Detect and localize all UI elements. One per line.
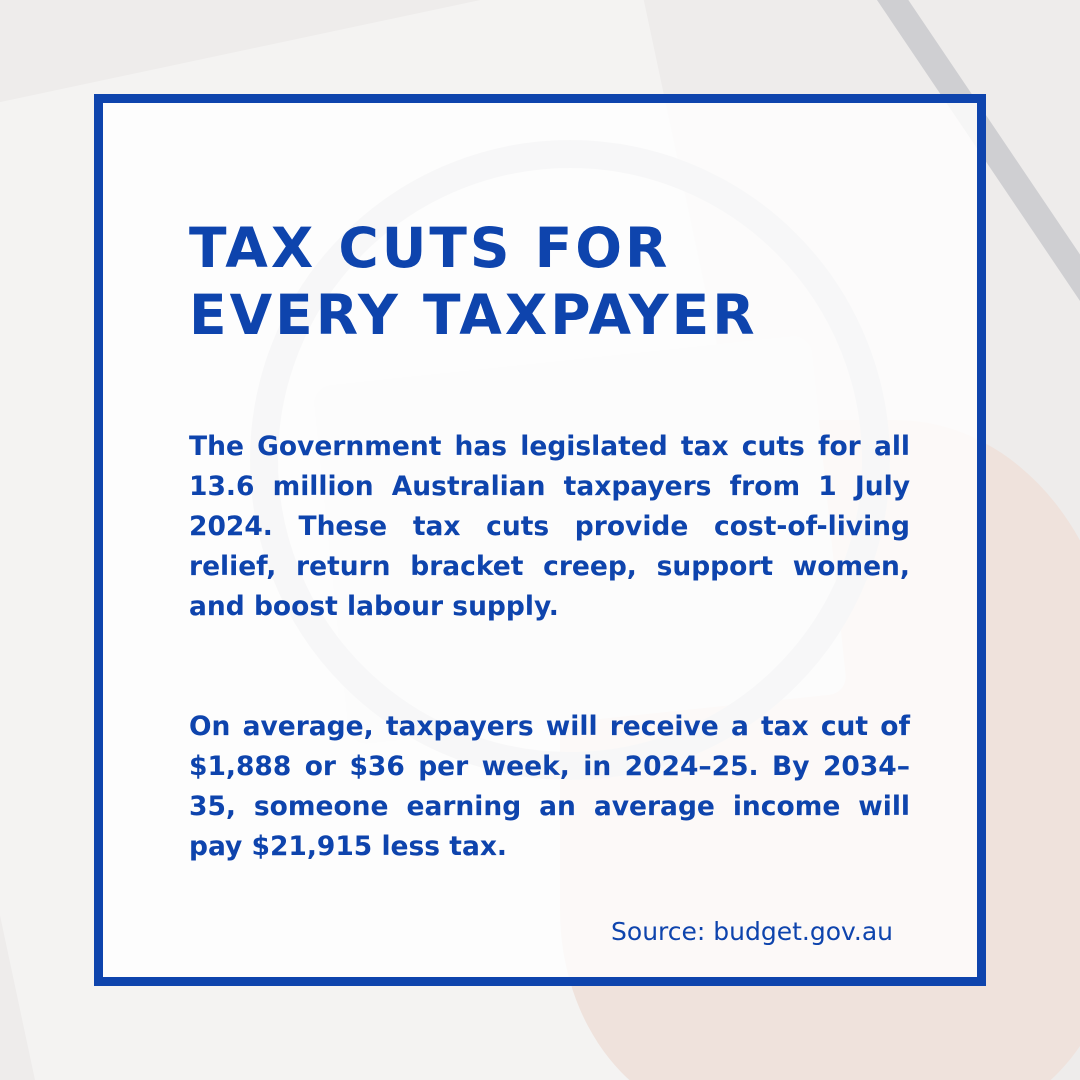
source-citation: Source: budget.gov.au xyxy=(611,917,893,946)
title-line-1: TAX CUTS FOR xyxy=(189,216,671,280)
paragraph-average-tax-cut: On average, taxpayers will receive a tax cut of $1,888 or $36 per week, in 2024–25. By 2034–35, someone earning an average income will pay $21,915 less tax. xyxy=(189,711,910,862)
paragraph-tax-cuts-overview: The Government has legislated tax cuts for all 13.6 million Australian taxpayers from 1 July 2024. These tax cuts provide cost-of-living relief, return bracket creep, support women, and boost labour supply. xyxy=(189,431,910,622)
title-line-2: EVERY TAXPAYER xyxy=(189,283,758,347)
page-title xyxy=(189,215,909,349)
content-panel xyxy=(94,94,986,986)
